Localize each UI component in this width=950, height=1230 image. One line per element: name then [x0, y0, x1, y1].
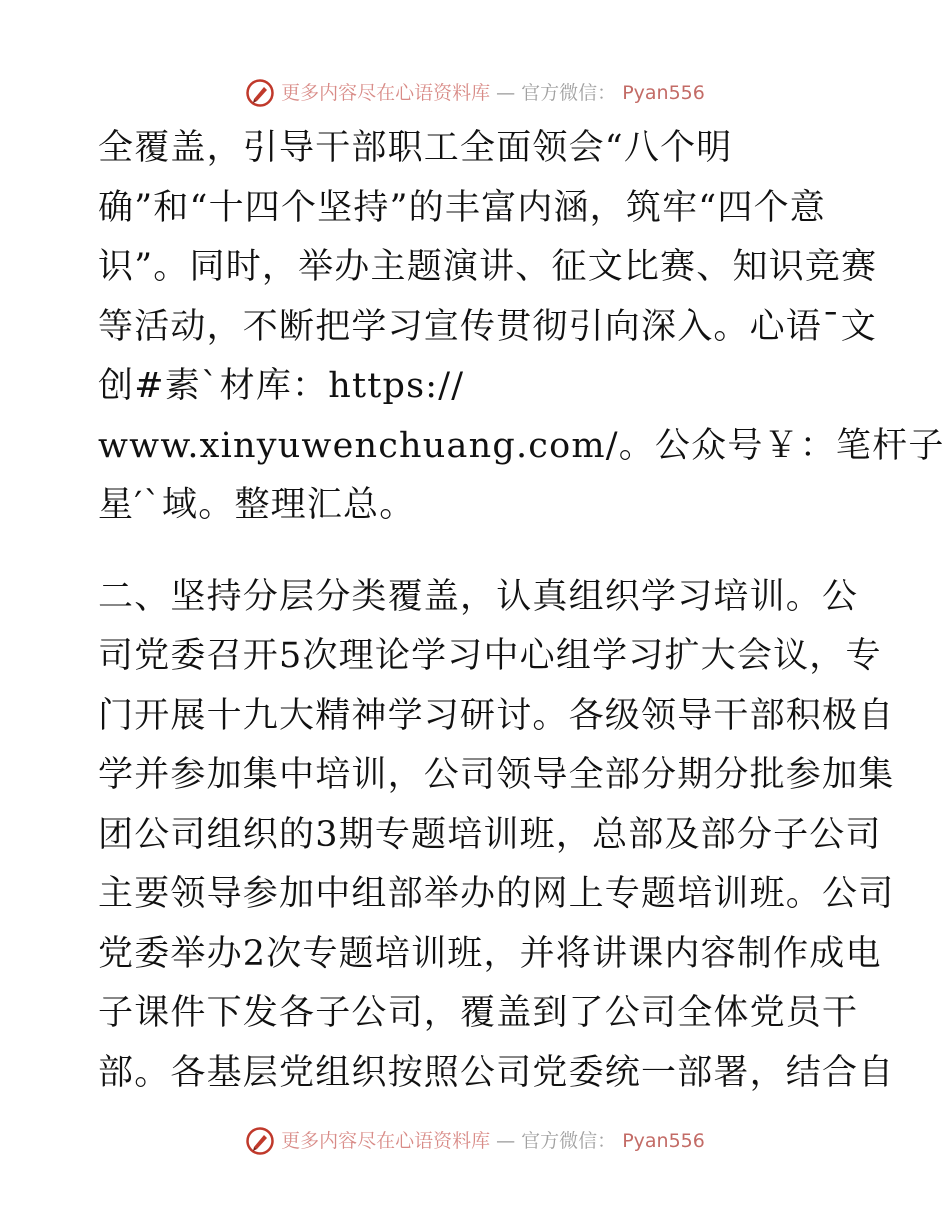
pen-logo-icon [245, 1126, 275, 1156]
watermark-id: Pyan556 [622, 1129, 705, 1152]
text-line: 确”和“十四个坚持”的丰富内涵，筑牢“四个意 [98, 187, 826, 228]
watermark-text: 更多内容尽在心语资料库 [281, 81, 491, 104]
paragraph-1 [98, 119, 945, 536]
text-line: 学并参加集中培训，公司领导全部分期分批参加集 [98, 755, 895, 795]
text-line: 二、坚持分层分类覆盖，认真组织学习培训。公 [98, 576, 859, 617]
text-line: 星′`域。整理汇总。 [98, 485, 416, 525]
text-line: 司党委召开5次理论学习中心组学习扩大会议，专 [98, 636, 882, 676]
header-watermark [0, 78, 950, 108]
text-line: 团公司组织的3期专题培训班，总部及部分子公司 [98, 814, 882, 855]
watermark-text: 更多内容尽在心语资料库 [281, 1129, 491, 1152]
text-line: 识”。同时，举办主题演讲、征文比赛、知识竞赛 [98, 247, 878, 287]
paragraph-gap [98, 536, 858, 568]
text-line: 门开展十九大精神学习研讨。各级领导干部积极自 [98, 695, 895, 736]
watermark-id: Pyan556 [622, 81, 705, 104]
paragraph-2 [98, 568, 895, 1104]
text-line: 全覆盖，引导干部职工全面领会“八个明 [98, 128, 733, 168]
text-line: www.xinyuwenchuang.com/。公众号￥：笔杆子 [98, 425, 945, 466]
document-body [98, 119, 945, 1103]
text-line: 子课件下发各子公司，覆盖到了公司全体党员干 [98, 993, 859, 1033]
pen-logo-icon [245, 78, 275, 108]
text-line: 主要领导参加中组部举办的网上专题培训班。公司 [98, 874, 895, 914]
watermark-label: 官方微信： [521, 81, 617, 104]
text-line: 创#素`材库：https:// [98, 366, 465, 406]
footer-watermark [0, 1126, 950, 1156]
watermark-separator: — [496, 1129, 516, 1152]
watermark-separator: — [496, 81, 516, 104]
text-line: 等活动，不断把学习宣传贯彻引向深入。心语¯文 [98, 306, 877, 347]
watermark-label: 官方微信： [521, 1129, 617, 1152]
text-line: 部。各基层党组织按照公司党委统一部署，结合自 [98, 1052, 895, 1093]
text-line: 党委举办2次专题培训班，并将讲课内容制作成电 [98, 933, 882, 974]
